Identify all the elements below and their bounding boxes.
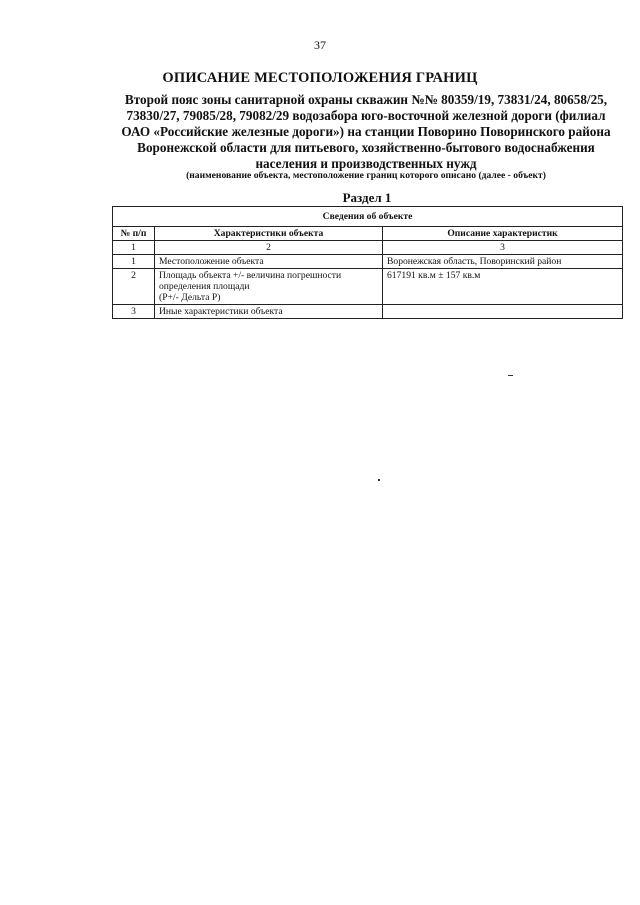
row-characteristic-line: (Р+/- Дельта Р): [159, 292, 221, 303]
object-name-line: Воронежской области для питьевого, хозяйственно-бытового водоснабжения: [137, 140, 595, 155]
section-title: Раздел 1: [342, 190, 392, 205]
row-number: 1: [113, 255, 155, 269]
header-characteristic: Характеристики объекта: [155, 227, 383, 241]
table-row: [113, 305, 623, 319]
row-characteristic-line: Площадь объекта +/- величина погрешности: [159, 270, 342, 281]
table-row: [113, 255, 623, 269]
table-numbering-row: [113, 241, 623, 255]
row-characteristic: Местоположение объекта: [155, 255, 383, 269]
object-name-line: Второй пояс зоны санитарной охраны скважин №№ 80359/19, 73831/24, 80658/25,: [124, 92, 608, 107]
row-characteristic-line: определения площади: [159, 281, 250, 292]
header-number: № п/п: [113, 227, 155, 241]
object-name-line: населения и производственных нужд: [255, 156, 477, 171]
scan-speck: [508, 375, 513, 376]
row-characteristic: Иные характеристики объекта: [155, 305, 383, 319]
row-characteristic: [155, 269, 383, 305]
object-name-note: (наименование объекта, местоположение границ которого описано (далее - объект): [186, 170, 546, 181]
row-description: 617191 кв.м ± 157 кв.м: [383, 269, 623, 305]
column-number: 1: [113, 241, 155, 255]
object-name: [112, 92, 620, 172]
table-header-row: [113, 227, 623, 241]
column-number: 2: [155, 241, 383, 255]
row-description: [383, 305, 623, 319]
document-title: ОПИСАНИЕ МЕСТОПОЛОЖЕНИЯ ГРАНИЦ: [162, 70, 478, 86]
column-number: 3: [383, 241, 623, 255]
table-row: [113, 269, 623, 305]
row-number: 2: [113, 269, 155, 305]
page-number: 37: [314, 38, 326, 52]
row-number: 3: [113, 305, 155, 319]
scan-speck: [378, 479, 380, 481]
object-name-line: ОАО «Российские железные дороги») на станции Поворино Поворинского района: [121, 124, 611, 139]
header-description: Описание характеристик: [383, 227, 623, 241]
table-caption-row: [113, 207, 623, 227]
row-description: Воронежская область, Поворинский район: [383, 255, 623, 269]
object-name-line: 73830/27, 79085/28, 79082/29 водозабора юго-восточной железной дороги (филиал: [126, 108, 606, 123]
object-info-table: [112, 206, 623, 319]
table-caption: Сведения об объекте: [113, 207, 623, 227]
